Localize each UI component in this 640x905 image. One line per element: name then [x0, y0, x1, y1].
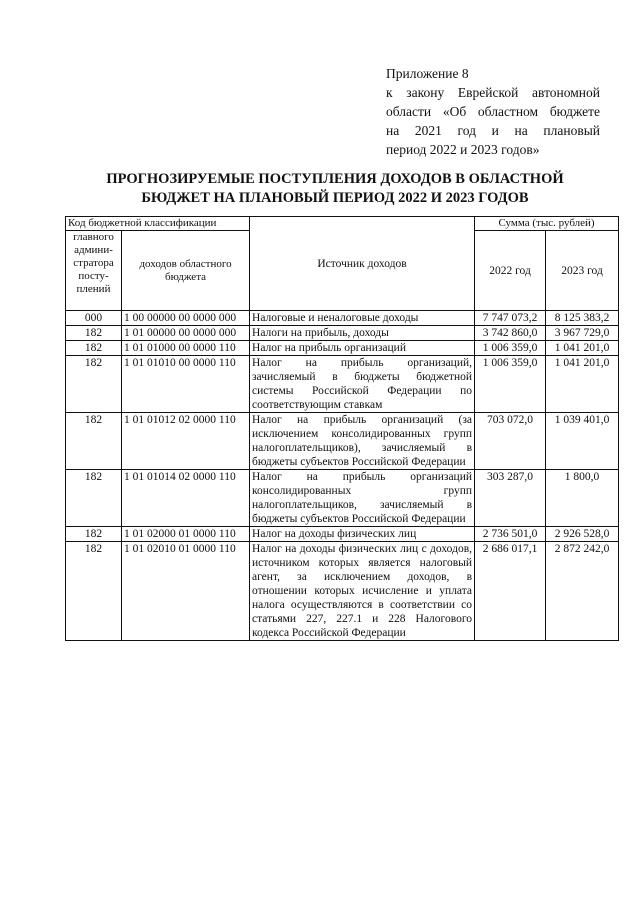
- income-source: Налоговые и неналоговые доходы: [250, 311, 475, 326]
- admin-code: 182: [66, 470, 122, 527]
- appendix-line: период 2022 и 2023 годов»: [386, 142, 540, 157]
- admin-code: 182: [66, 413, 122, 470]
- income-source: Налоги на прибыль, доходы: [250, 326, 475, 341]
- admin-code: 182: [66, 341, 122, 356]
- table-row: [66, 311, 619, 326]
- appendix-line: к закону Еврейской автономной: [386, 85, 600, 100]
- value-2023: 1 800,0: [546, 470, 619, 527]
- income-code: 1 01 02000 01 0000 110: [122, 527, 250, 542]
- income-source: Налог на прибыль организаций консолидированных групп налогоплательщиков, зачисляемый в бюджеты субъектов Российской Федерации: [250, 470, 475, 527]
- admin-code: 182: [66, 356, 122, 413]
- table-row: [66, 413, 619, 470]
- admin-code: 182: [66, 527, 122, 542]
- appendix-line: на 2021 год и на плановый: [386, 123, 600, 138]
- header-row-top: [66, 217, 619, 231]
- header-source: Источник доходов: [250, 217, 475, 311]
- value-2022: 2 686 017,1: [475, 542, 546, 641]
- appendix-line: Приложение 8: [386, 66, 469, 81]
- income-code: 1 00 00000 00 0000 000: [122, 311, 250, 326]
- value-2023: 2 926 528,0: [546, 527, 619, 542]
- value-2022: 1 006 359,0: [475, 341, 546, 356]
- header-income-code: доходов областного бюджета: [122, 231, 250, 311]
- income-source: Налог на прибыль организаций: [250, 341, 475, 356]
- income-code: 1 01 01000 00 0000 110: [122, 341, 250, 356]
- value-2023: 1 039 401,0: [546, 413, 619, 470]
- header-admin: главного админи-стратора посту-плений: [66, 231, 122, 311]
- income-code: 1 01 01014 02 0000 110: [122, 470, 250, 527]
- admin-code: 000: [66, 311, 122, 326]
- table-row: [66, 470, 619, 527]
- income-code: 1 01 02010 01 0000 110: [122, 542, 250, 641]
- value-2022: 303 287,0: [475, 470, 546, 527]
- value-2023: 1 041 201,0: [546, 356, 619, 413]
- value-2022: 703 072,0: [475, 413, 546, 470]
- income-source: Налог на прибыль организаций (за исключением консолидированных групп налогоплательщиков), зачисляемый в бюджеты субъектов Российской Федерации: [250, 413, 475, 470]
- admin-code: 182: [66, 542, 122, 641]
- value-2023: 1 041 201,0: [546, 341, 619, 356]
- header-year-2023: 2023 год: [546, 231, 619, 311]
- title-line-1: ПРОГНОЗИРУЕМЫЕ ПОСТУПЛЕНИЯ ДОХОДОВ В ОБЛАСТНОЙ: [106, 171, 564, 187]
- table-row: [66, 542, 619, 641]
- table-row: [66, 356, 619, 413]
- income-source: Налог на доходы физических лиц: [250, 527, 475, 542]
- header-year-2022: 2022 год: [475, 231, 546, 311]
- income-source: Налог на доходы физических лиц с доходов, источником которых является налоговый агент, за исключением доходов, в отношении которых исчисление и уплата налога осуществляются в соответствии со статьями 227, 227.1 и 228 Налогового кодекса Российской Федерации: [250, 542, 475, 641]
- value-2023: 2 872 242,0: [546, 542, 619, 641]
- value-2022: 3 742 860,0: [475, 326, 546, 341]
- appendix-caption: [386, 64, 600, 159]
- table-row: [66, 527, 619, 542]
- value-2022: 7 747 073,2: [475, 311, 546, 326]
- title-line-2: БЮДЖЕТ НА ПЛАНОВЫЙ ПЕРИОД 2022 И 2023 ГОДОВ: [141, 190, 529, 206]
- document-title: [60, 170, 610, 208]
- table-row: [66, 341, 619, 356]
- value-2022: 2 736 501,0: [475, 527, 546, 542]
- header-sum: Сумма (тыс. рублей): [475, 217, 619, 231]
- appendix-line: области «Об областном бюджете: [386, 104, 600, 119]
- income-code: 1 01 00000 00 0000 000: [122, 326, 250, 341]
- income-code: 1 01 01012 02 0000 110: [122, 413, 250, 470]
- income-source: Налог на прибыль организаций, зачисляемый в бюджеты бюджетной системы Российской Федерации по соответствующим ставкам: [250, 356, 475, 413]
- value-2023: 8 125 383,2: [546, 311, 619, 326]
- header-kbk: Код бюджетной классификации: [66, 217, 250, 231]
- value-2023: 3 967 729,0: [546, 326, 619, 341]
- admin-code: 182: [66, 326, 122, 341]
- value-2022: 1 006 359,0: [475, 356, 546, 413]
- revenue-table: [65, 216, 619, 641]
- income-code: 1 01 01010 00 0000 110: [122, 356, 250, 413]
- table-row: [66, 326, 619, 341]
